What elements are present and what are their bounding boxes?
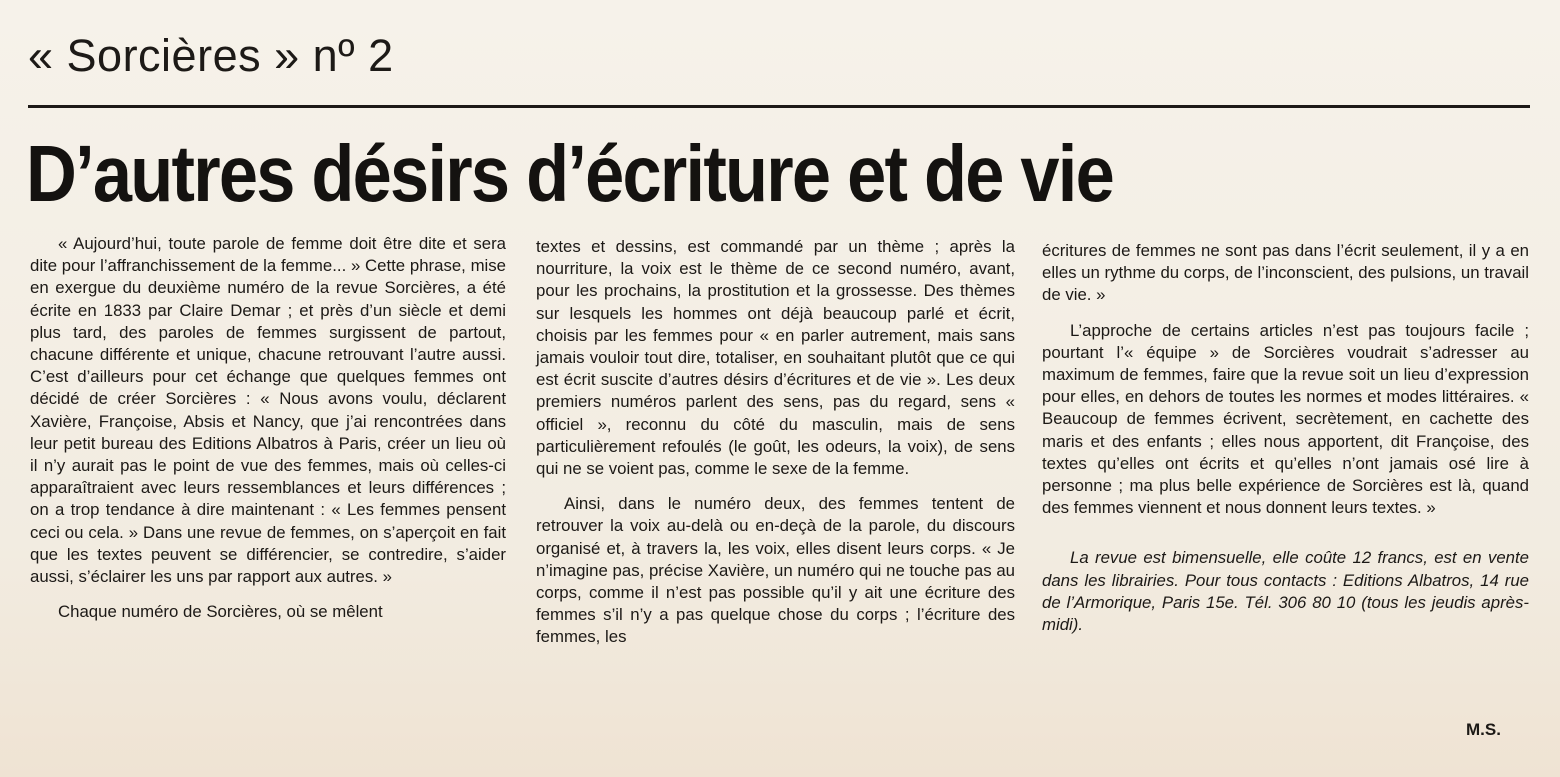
column-3-paragraph-2: L’approche de certains articles n’est pas toujours facile ; pourtant l’« équipe » de Sorcières voudrait s’adresser au maximum de femmes, faire que la revue soit un lieu d’expression pour elles, en dehors de toutes les normes et modes littéraires. « Beaucoup de femmes écrivent, secrètement, en cachette des maris et des enfants ; elles nous apportent, dit Françoise, des textes qu’elles ont écrits et qu’elles n’ont jamais osé lire à personne ; ma plus belle expérience de Sorcières est là, quand des femmes viennent et nous donnent leurs textes. » [1042, 320, 1529, 518]
header-rule [28, 105, 1530, 108]
column-1-paragraph-1: « Aujourd’hui, toute parole de femme doit être dite et sera dite pour l’affranchissement de la femme... » Cette phrase, mise en exergue du deuxième numéro de la revue Sorcières, a été écrite en 1833 par Claire Demar ; et près d’un siècle et demi plus tard, des paroles de femmes surgissent de partout, chacune différente et unique, chacune retrouvant l’autre aussi. C’est d’ailleurs pour cet échange que quelques femmes ont décidé de créer Sorcières : « Nous avons voulu, déclarent Xavière, Françoise, Absis et Nancy, que j’ai rencontrées dans leur petit bureau des Editions Albatros à Paris, créer un lieu où il n’y aurait pas le point de vue des femmes, mais où celles-ci apparaîtraient avec leurs ressemblances et leurs différences ; on a trop tendance à dire maintenant : « Les femmes pensent ceci ou cela. » Dans une revue de femmes, on s’aperçoit en fait que les textes peuvent se différencier, se contredire, s’aider aussi, s’éclairer les uns par rapport aux autres. » [30, 234, 506, 587]
kicker-title: « Sorcières » nº 2 [28, 30, 394, 81]
author-signature: M.S. [1466, 720, 1501, 739]
column-3-info-note: La revue est bimensuelle, elle coûte 12 francs, est en vente dans les librairies. Pour tous contacts : Editions Albatros, 14 rue de l’Armorique, Paris 15e. Tél. 306 80 10 (tous les jeudis après-midi). [1042, 548, 1529, 635]
column-2-paragraph-1: textes et dessins, est commandé par un thème ; après la nourriture, la voix est le thème de ce second numéro, avant, pour les prochains, la prostitution et la grossesse. Des thèmes sur lesquels les hommes ont déjà beaucoup parlé et écrit, choisis par les femmes pour « en parler autrement, mais sans jamais vouloir tout dire, totaliser, en souhaitant plutôt que ce qui est écrit suscite d’autres désirs d’écritures et de vie ». Les deux premiers numéros parlent des sens, pas du regard, sens « officiel », reconnu du côté du masculin, mais de sens particulièrement refoulés (le goût, les odeurs, la voix), de sens qui ne se voient pas, comme le sexe de la femme. [536, 237, 1015, 479]
column-2-paragraph-2: Ainsi, dans le numéro deux, des femmes tentent de retrouver la voix au-delà ou en-deçà de la parole, du discours organisé et, à travers la, les voix, elles disent leurs corps. « Je n’imagine pas, précise Xavière, un numéro qui ne touche pas au corps, comme il n’est pas possible qu’il y ait une écriture des femmes s’il n’y a pas quelque chose du corps ; l’écriture des femmes, les [536, 494, 1015, 647]
headline: D’autres désirs d’écriture et de vie [26, 129, 1114, 218]
article-column-2 [536, 236, 1015, 649]
column-3-paragraph-1: écritures de femmes ne sont pas dans l’écrit seulement, il y a en elles un rythme du corps, de l’inconscient, des pulsions, un travail de vie. » [1042, 241, 1529, 305]
article-column-3 [1042, 240, 1529, 636]
column-1-paragraph-2: Chaque numéro de Sorcières, où se mêlent [58, 602, 383, 622]
article-column-1 [30, 233, 506, 623]
